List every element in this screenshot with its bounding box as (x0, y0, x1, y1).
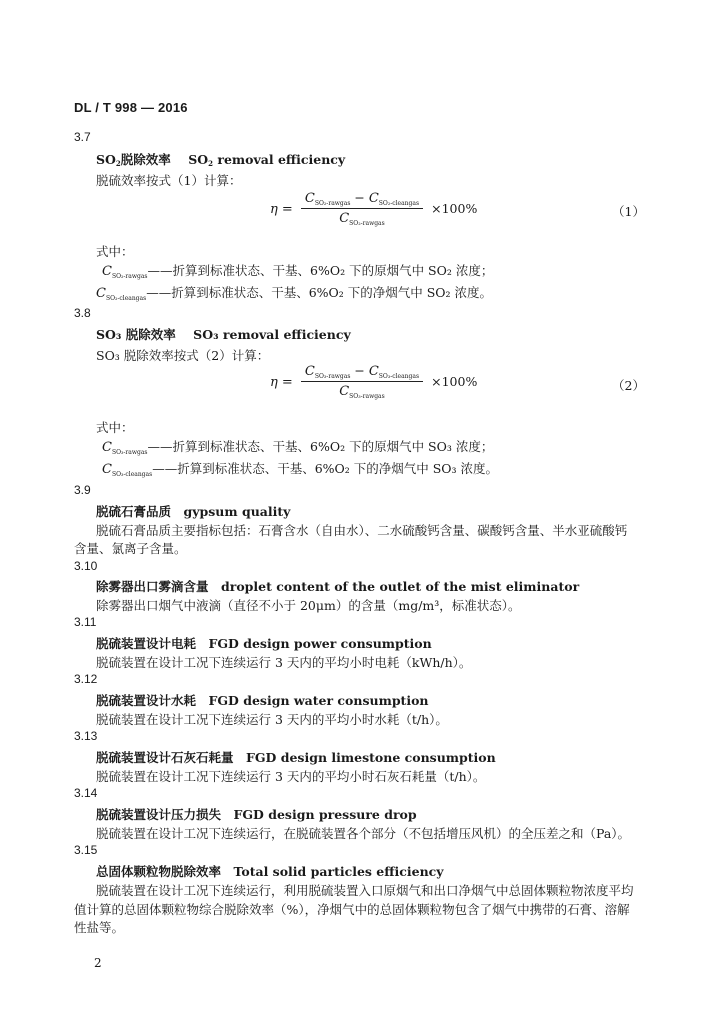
term-heading (96, 150, 345, 168)
equation-number: （1） (612, 204, 645, 219)
subscript: SO₂-cleangas (378, 200, 420, 207)
section-number: 3.8 (74, 306, 91, 320)
times-100-percent: ×100% (431, 374, 478, 389)
paragraph-line: 脱硫石膏品质主要指标包括：石膏含水（自由水）、二水硫酸钙含量、碳酸钙含量、半水亚硫酸钙 (96, 523, 628, 538)
var-c: C (368, 191, 379, 206)
var-c: C (368, 364, 379, 379)
term-zh: SO₃ 脱除效率 (96, 327, 176, 342)
times-100-percent: ×100% (431, 201, 478, 216)
term-heading: 脱硫装置设计压力损失 FGD design pressure drop (96, 807, 417, 822)
definition-text: ——折算到标准状态、干基、6%O₂ 下的净烟气中 SO₃ 浓度。 (152, 461, 499, 476)
paragraph: SO₃ 脱除效率按式（2）计算： (96, 348, 270, 363)
term-zh-so: SO (96, 152, 116, 167)
subscript: SO₃-cleangas (111, 471, 153, 478)
subscript: SO₂-rawgas (349, 220, 385, 227)
definition-text: ——折算到标准状态、干基、6%O₂ 下的净烟气中 SO₂ 浓度。 (146, 285, 493, 300)
term-en-so: SO (188, 152, 209, 167)
equation-2 (270, 363, 477, 400)
paragraph: 脱硫效率按式（1）计算： (96, 173, 242, 188)
term-heading: 除雾器出口雾滴含量 droplet content of the outlet of the mist eliminator (96, 579, 580, 594)
section-number: 3.12 (74, 672, 98, 686)
minus: − (350, 363, 369, 378)
term-en: removal efficiency (213, 152, 346, 167)
term-heading: 脱硫装置设计水耗 FGD design water consumption (96, 693, 429, 708)
paragraph-line: 脱硫装置在设计工况下连续运行，在脱硫装置各个部分（不包括增压风机）的全压差之和（Pa）。 (96, 826, 631, 841)
numerator (301, 190, 423, 209)
subscript: SO₂-rawgas (111, 273, 148, 280)
var-c: C (102, 462, 112, 477)
fraction (301, 190, 423, 227)
term-heading: 脱硫装置设计电耗 FGD design power consumption (96, 636, 432, 651)
section-number: 3.14 (74, 786, 98, 800)
equation-number: （2） (612, 378, 645, 393)
paragraph-line: 性盐等。 (74, 920, 125, 935)
denominator (339, 209, 385, 227)
numerator (301, 363, 423, 382)
definition-line (102, 261, 493, 280)
definition-line (96, 283, 492, 302)
var-c: C (102, 264, 112, 279)
term-zh: 脱除效率 (120, 152, 171, 167)
where-label: 式中： (96, 244, 134, 259)
section-number: 3.10 (74, 559, 98, 573)
var-c: C (96, 286, 106, 301)
subscript: SO₃-rawgas (349, 393, 385, 400)
subscript: SO₃-rawgas (314, 373, 351, 380)
section-number: 3.13 (74, 729, 98, 743)
var-c: C (102, 440, 112, 455)
section-number: 3.9 (74, 483, 91, 497)
subscript: SO₃-cleangas (378, 373, 420, 380)
paragraph-line: 脱硫装置在设计工况下连续运行 3 天内的平均小时水耗（t/h）。 (96, 712, 448, 727)
paragraph-line: 脱硫装置在设计工况下连续运行，利用脱硫装置入口原烟气和出口净烟气中总固体颗粒物浓度平均 (96, 883, 634, 898)
fraction (301, 363, 423, 400)
var-c: C (304, 364, 315, 379)
subscript: 2 (115, 159, 121, 168)
var-c: C (339, 211, 350, 226)
paragraph-line: 脱硫装置在设计工况下连续运行 3 天内的平均小时电耗（kWh/h）。 (96, 655, 472, 670)
section-number: 3.7 (74, 130, 91, 144)
var-c: C (339, 384, 350, 399)
equation-1 (270, 190, 477, 227)
definition-line (102, 437, 493, 456)
subscript: SO₃-rawgas (111, 449, 148, 456)
eq-lhs: η = (270, 202, 293, 217)
section-number: 3.15 (74, 843, 98, 857)
definition-line (102, 459, 498, 478)
section-number: 3.11 (74, 615, 97, 629)
subscript: SO₂-rawgas (314, 200, 351, 207)
subscript: SO₂-cleangas (105, 295, 147, 302)
term-heading: 脱硫石膏品质 gypsum quality (96, 504, 291, 519)
term-heading: 总固体颗粒物脱除效率 Total solid particles efficiency (96, 864, 444, 879)
denominator (339, 382, 385, 400)
var-c: C (304, 191, 315, 206)
subscript: 2 (208, 159, 214, 168)
minus: − (350, 190, 369, 205)
where-label: 式中： (96, 420, 134, 435)
standard-code-header: DL / T 998 — 2016 (74, 100, 188, 115)
page-number: 2 (94, 956, 102, 970)
paragraph-line: 值计算的总固体颗粒物综合脱除效率（%），净烟气中的总固体颗粒物包含了烟气中携带的石膏、溶解 (74, 902, 630, 917)
definition-text: ——折算到标准状态、干基、6%O₂ 下的原烟气中 SO₂ 浓度； (147, 263, 494, 278)
paragraph-line: 含量、氯离子含量。 (74, 541, 187, 556)
paragraph-line: 脱硫装置在设计工况下连续运行 3 天内的平均小时石灰石耗量（t/h）。 (96, 769, 486, 784)
definition-text: ——折算到标准状态、干基、6%O₂ 下的原烟气中 SO₃ 浓度； (147, 439, 494, 454)
paragraph-line: 除雾器出口烟气中液滴（直径不小于 20μm）的含量（mg/m³，标准状态）。 (96, 598, 521, 613)
term-heading (96, 325, 351, 343)
term-heading: 脱硫装置设计石灰石耗量 FGD design limestone consumption (96, 750, 496, 765)
term-en: SO₃ removal efficiency (193, 327, 351, 342)
eq-lhs: η = (270, 375, 293, 390)
